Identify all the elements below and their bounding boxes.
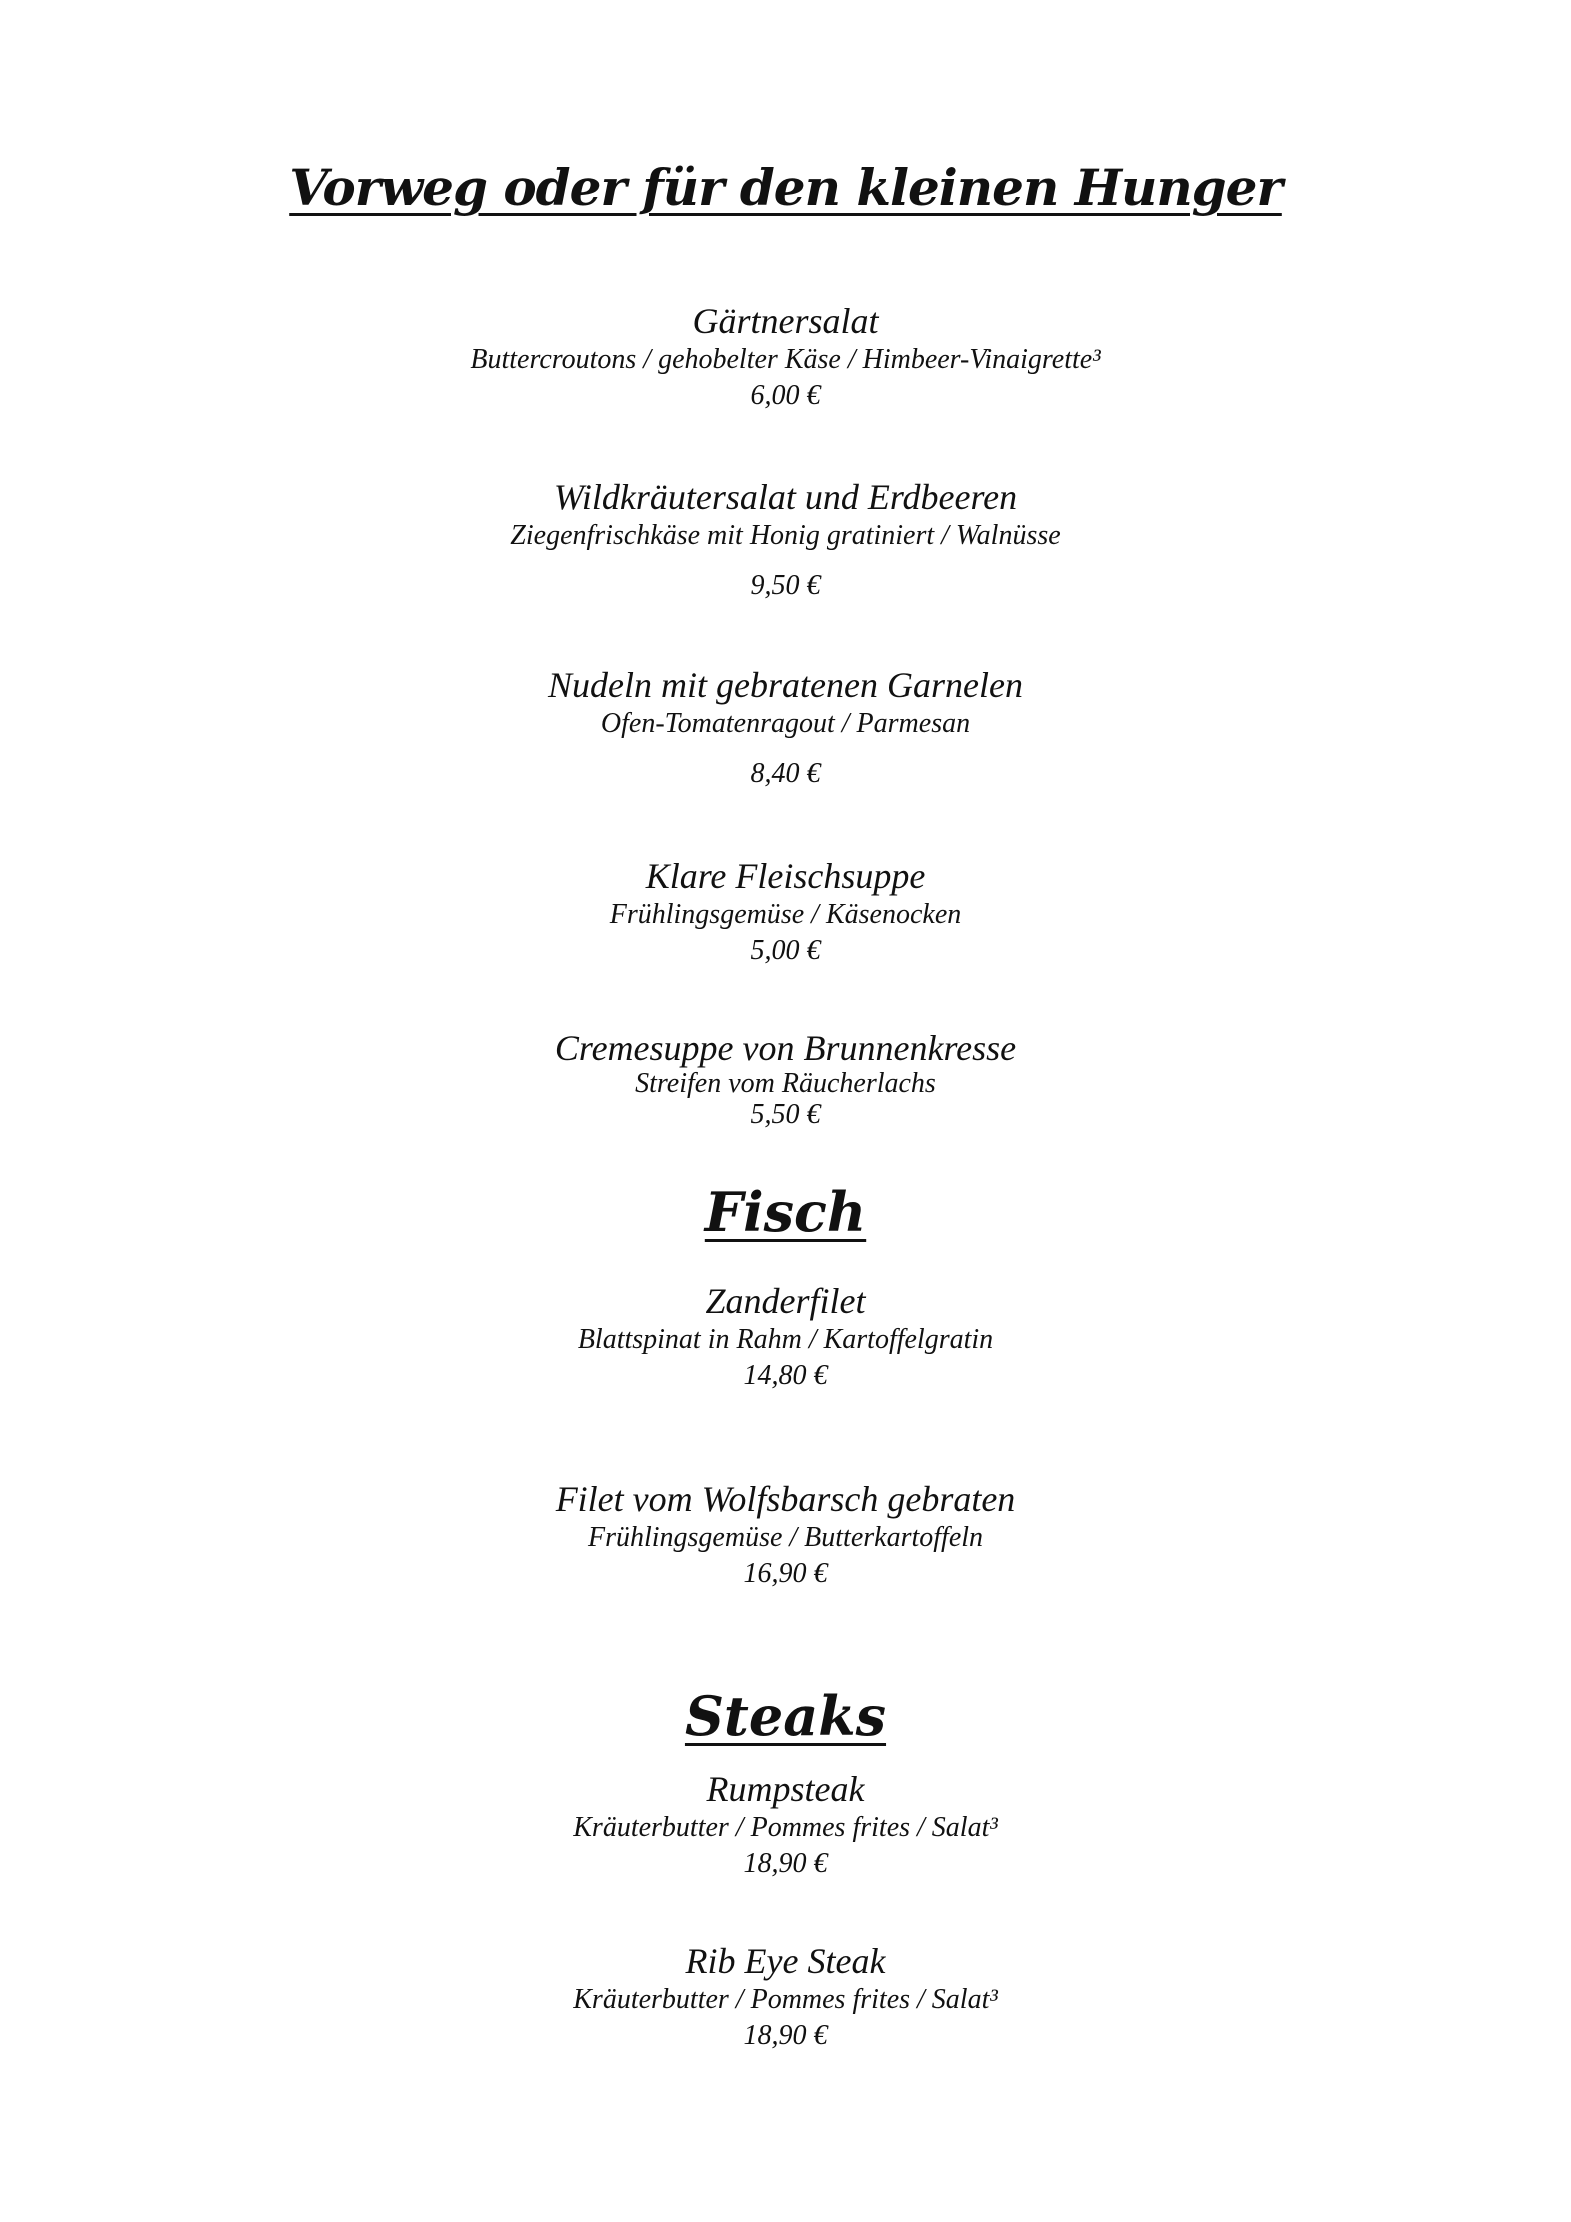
menu-item-name: Gärtnersalat	[692, 301, 879, 341]
menu-item-price: 16,90 €	[743, 1558, 828, 1589]
menu-item	[0, 1940, 1571, 2054]
menu-item-description: Blattspinat in Rahm / Kartoffelgratin	[577, 1324, 994, 1355]
section-title-starters: Vorweg oder für den kleinen Hunger	[289, 158, 1282, 217]
menu-item-description: Ziegenfrischkäse mit Honig gratiniert / Walnüsse	[510, 520, 1061, 551]
menu-item	[0, 300, 1571, 414]
menu-item	[0, 1280, 1571, 1394]
menu-item-price: 18,90 €	[743, 1848, 828, 1879]
menu-item-price: 6,00 €	[750, 380, 821, 411]
menu-item	[0, 1768, 1571, 1882]
menu-item-description: Frühlingsgemüse / Butterkartoffeln	[587, 1522, 984, 1553]
section-title-fish: Fisch	[704, 1180, 867, 1244]
menu-item-price: 5,00 €	[750, 935, 821, 966]
section-title-steaks: Steaks	[684, 1684, 887, 1748]
menu-item-price: 8,40 €	[750, 758, 821, 789]
menu-item	[0, 855, 1571, 969]
menu-item-name: Cremesuppe von Brunnenkresse	[554, 1028, 1017, 1068]
menu-item-description: Ofen-Tomatenragout / Parmesan	[600, 708, 971, 739]
menu-item	[0, 1027, 1571, 1131]
menu-item-description: Frühlingsgemüse / Käsenocken	[609, 899, 962, 930]
menu-item-name: Klare Fleischsuppe	[645, 856, 926, 896]
menu-item-description: Kräuterbutter / Pommes frites / Salat³	[573, 1812, 998, 1843]
menu-item-name: Rumpsteak	[706, 1769, 865, 1809]
menu-item-description: Buttercroutons / gehobelter Käse / Himbeer-Vinaigrette³	[470, 344, 1101, 375]
menu-item-price: 18,90 €	[743, 2020, 828, 2051]
menu-item-price: 14,80 €	[743, 1360, 828, 1391]
menu-item-description: Kräuterbutter / Pommes frites / Salat³	[573, 1984, 998, 2015]
menu-item	[0, 476, 1571, 604]
menu-item-name: Filet vom Wolfsbarsch gebraten	[555, 1479, 1016, 1519]
menu-item	[0, 1478, 1571, 1592]
menu-item	[0, 664, 1571, 792]
menu-item-name: Zanderfilet	[705, 1281, 866, 1321]
menu-item-price: 5,50 €	[750, 1099, 821, 1130]
menu-item-name: Wildkräutersalat und Erdbeeren	[553, 477, 1018, 517]
menu-item-name: Nudeln mit gebratenen Garnelen	[548, 665, 1023, 705]
menu-item-name: Rib Eye Steak	[685, 1941, 886, 1981]
menu-item-price: 9,50 €	[750, 570, 821, 601]
menu-item-description: Streifen vom Räucherlachs	[635, 1068, 936, 1099]
